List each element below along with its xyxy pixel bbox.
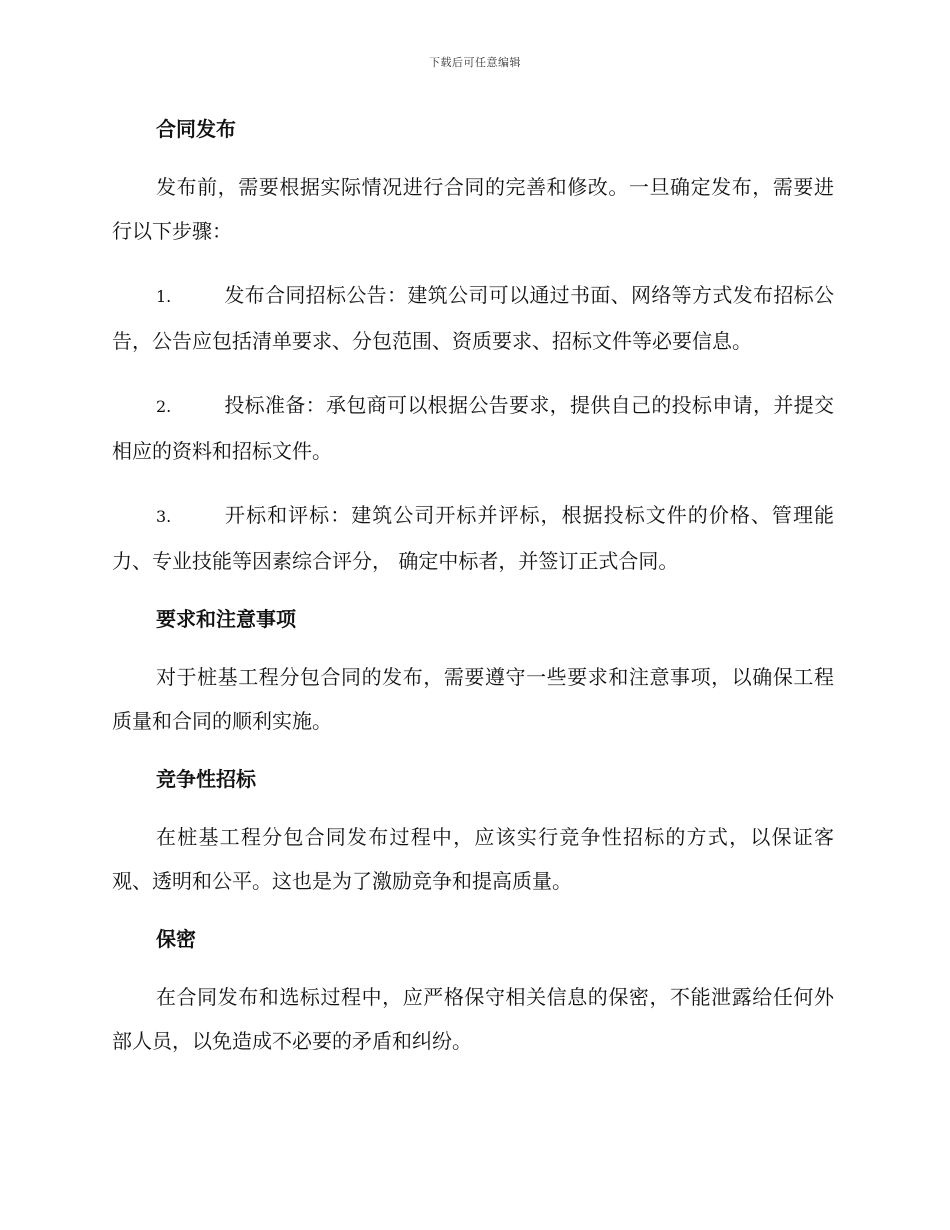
document-body xyxy=(112,108,834,1083)
section-title-requirements: 要求和注意事项 xyxy=(156,607,296,631)
list-item xyxy=(112,383,834,473)
confidential-body: 在合同发布和选标过程中，应严格保守相关信息的保密，不能泄露给任何外部人员，以免造成不必要的矛盾和纠纷。 xyxy=(112,985,834,1053)
page-header: 下载后可任意编辑 xyxy=(429,56,521,69)
publish-intro: 发布前，需要根据实际情况进行合同的完善和修改。一旦确定发布，需要进行以下步骤： xyxy=(112,175,834,243)
section-title-confidential: 保密 xyxy=(156,927,196,951)
list-item-number: 1. xyxy=(156,287,172,306)
list-item-text: 发布合同招标公告：建筑公司可以通过书面、网络等方式发布招标公告，公告应包括清单要求、分包范围、资质要求、招标文件等必要信息。 xyxy=(112,283,834,353)
list-item-number: 2. xyxy=(156,397,172,416)
list-item-text: 开标和评标：建筑公司开标并评标，根据投标文件的价格、管理能力、专业技能等因素综合评分， 确定中标者，并签订正式合同。 xyxy=(112,503,834,573)
list-item-text: 投标准备：承包商可以根据公告要求，提供自己的投标申请，并提交相应的资料和招标文件。 xyxy=(112,393,834,463)
list-item xyxy=(112,273,834,363)
competitive-body: 在桩基工程分包合同发布过程中，应该实行竞争性招标的方式，以保证客观、透明和公平。这也是为了激励竞争和提高质量。 xyxy=(112,825,834,893)
list-item-number: 3. xyxy=(156,507,172,526)
list-item xyxy=(112,493,834,583)
section-title-publish: 合同发布 xyxy=(156,117,236,141)
section-title-competitive: 竞争性招标 xyxy=(156,767,256,791)
requirements-body: 对于桩基工程分包合同的发布，需要遵守一些要求和注意事项，以确保工程质量和合同的顺利实施。 xyxy=(112,665,834,733)
